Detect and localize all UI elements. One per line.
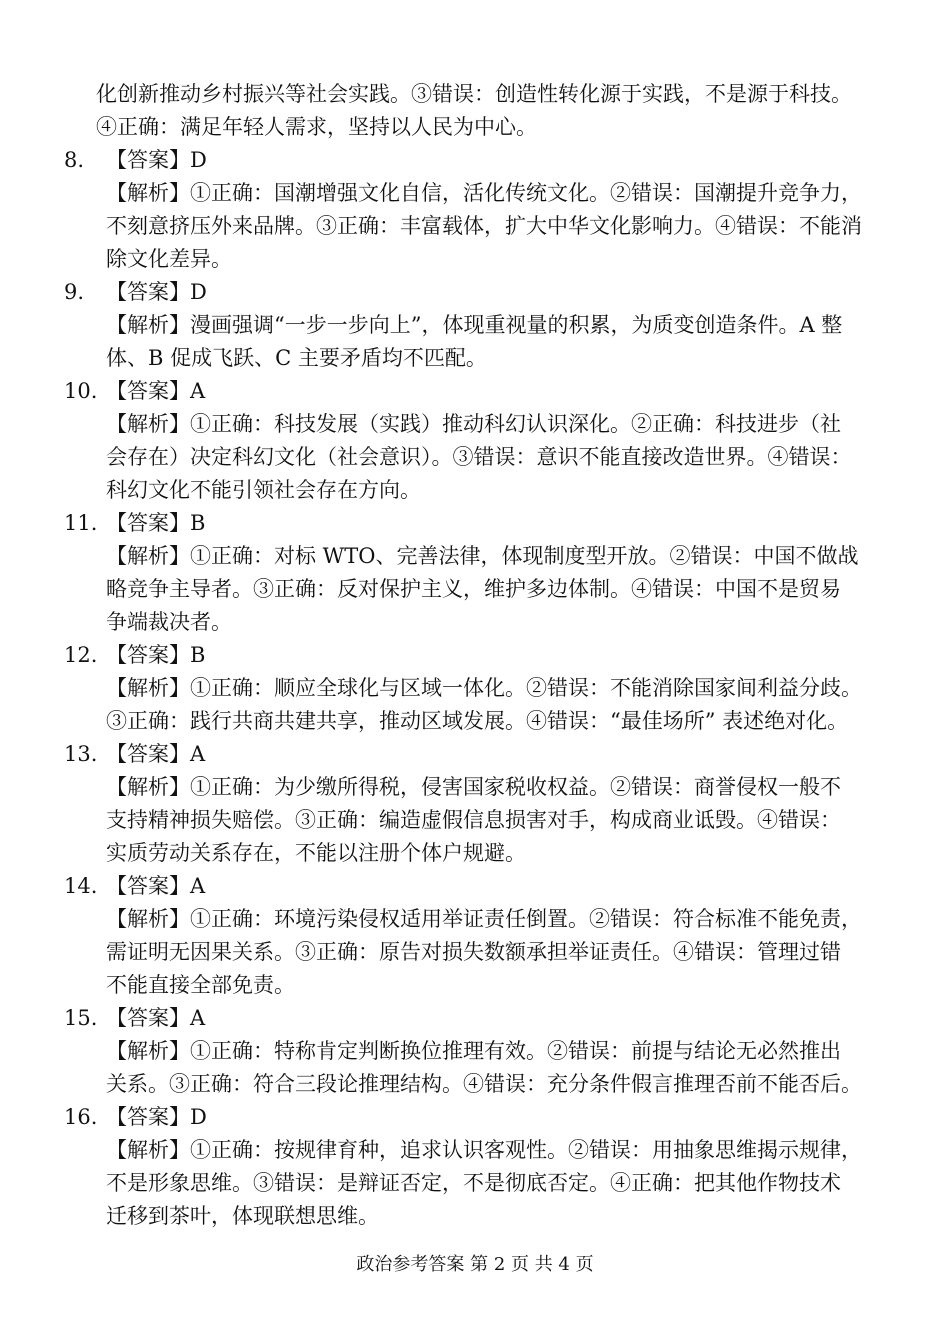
question-number: 15. <box>64 1006 98 1030</box>
question-number: 14. <box>64 874 98 898</box>
answer-line <box>64 1002 894 1035</box>
explanation-line: 除文化差异。 <box>106 247 232 271</box>
question-number: 10. <box>64 379 98 403</box>
answer-label: 【答案】A <box>106 874 206 898</box>
answer-item-14 <box>64 870 894 1002</box>
explanation-line: 【解析】①正确：特称肯定判断换位推理有效。②错误：前提与结论无必然推出 <box>106 1039 841 1063</box>
explanation-line: ③正确：践行共商共建共享，推动区域发展。④错误：“最佳场所” 表述绝对化。 <box>106 709 849 733</box>
answer-item-10 <box>64 375 894 507</box>
intro-line-2: ④正确：满足年轻人需求，坚持以人民为中心。 <box>96 115 537 139</box>
explanation-line: 实质劳动关系存在，不能以注册个体户规避。 <box>106 841 526 865</box>
question-number: 9. <box>64 280 85 304</box>
explanation-line: 【解析】①正确：环境污染侵权适用举证责任倒置。②错误：符合标准不能免责， <box>106 907 862 931</box>
page-footer: 政治参考答案 第 2 页 共 4 页 <box>356 1254 594 1275</box>
answer-line <box>64 1101 894 1134</box>
answer-item-11 <box>64 507 894 639</box>
answer-label: 【答案】B <box>106 511 206 535</box>
answer-item-16 <box>64 1101 894 1233</box>
explanation-line: 支持精神损失赔偿。③正确：编造虚假信息损害对手，构成商业诋毁。④错误： <box>106 808 841 832</box>
answer-line <box>64 375 894 408</box>
answer-label: 【答案】A <box>106 1006 206 1030</box>
answer-label: 【答案】D <box>106 148 207 172</box>
answer-item-15 <box>64 1002 894 1101</box>
explanation-line: 【解析】①正确：顺应全球化与区域一体化。②错误：不能消除国家间利益分歧。 <box>106 676 862 700</box>
explanation-line: 【解析】①正确：科技发展（实践）推动科幻认识深化。②正确：科技进步（社 <box>106 412 841 436</box>
explanation-line: 科幻文化不能引领社会存在方向。 <box>106 478 421 502</box>
explanation-line: 不刻意挤压外来品牌。③正确：丰富载体，扩大中华文化影响力。④错误：不能消 <box>106 214 862 238</box>
question-number: 13. <box>64 742 98 766</box>
explanation-line: 迁移到茶叶，体现联想思维。 <box>106 1204 379 1228</box>
explanation-line: 不能直接全部免责。 <box>106 973 295 997</box>
answer-label: 【答案】B <box>106 643 206 667</box>
answer-content <box>64 78 894 1233</box>
answer-label: 【答案】A <box>106 379 206 403</box>
answer-item-13 <box>64 738 894 870</box>
question-number: 16. <box>64 1105 98 1129</box>
explanation-line: 体、B 促成飞跃、C 主要矛盾均不匹配。 <box>106 346 487 370</box>
explanation-line: 【解析】①正确：国潮增强文化自信，活化传统文化。②错误：国潮提升竞争力， <box>106 181 862 205</box>
explanation-line: 【解析】①正确：对标 WTO、完善法律，体现制度型开放。②错误：中国不做战 <box>106 544 859 568</box>
intro-line-1: 化创新推动乡村振兴等社会实践。③错误：创造性转化源于实践，不是源于科技。 <box>96 82 852 106</box>
explanation-line: 【解析】①正确：按规律育种，追求认识客观性。②错误：用抽象思维揭示规律， <box>106 1138 862 1162</box>
question-number: 11. <box>64 511 98 535</box>
explanation-line: 略竞争主导者。③正确：反对保护主义，维护多边体制。④错误：中国不是贸易 <box>106 577 841 601</box>
answer-line <box>64 870 894 903</box>
explanation-line: 不是形象思维。③错误：是辩证否定，不是彻底否定。④正确：把其他作物技术 <box>106 1171 841 1195</box>
explanation-line: 会存在）决定科幻文化（社会意识）。③错误：意识不能直接改造世界。④错误： <box>106 445 852 469</box>
answer-label: 【答案】D <box>106 280 207 304</box>
answer-line <box>64 639 894 672</box>
answer-line <box>64 738 894 771</box>
explanation-line: 争端裁决者。 <box>106 610 232 634</box>
answer-label: 【答案】A <box>106 742 206 766</box>
explanation-line: 关系。③正确：符合三段论推理结构。④错误：充分条件假言推理否前不能否后。 <box>106 1072 862 1096</box>
question-number: 12. <box>64 643 98 667</box>
answer-line <box>64 144 894 177</box>
question-number: 8. <box>64 148 85 172</box>
answer-item-8 <box>64 144 894 276</box>
explanation-line: 需证明无因果关系。③正确：原告对损失数额承担举证责任。④错误：管理过错 <box>106 940 841 964</box>
answer-line <box>64 507 894 540</box>
answer-item-9 <box>64 276 894 375</box>
explanation-line: 【解析】①正确：为少缴所得税，侵害国家税收权益。②错误：商誉侵权一般不 <box>106 775 841 799</box>
answer-label: 【答案】D <box>106 1105 207 1129</box>
explanation-line: 【解析】漫画强调“一步一步向上”，体现重视量的积累，为质变创造条件。A 整 <box>106 313 843 337</box>
answer-item-12 <box>64 639 894 738</box>
answer-line <box>64 276 894 309</box>
